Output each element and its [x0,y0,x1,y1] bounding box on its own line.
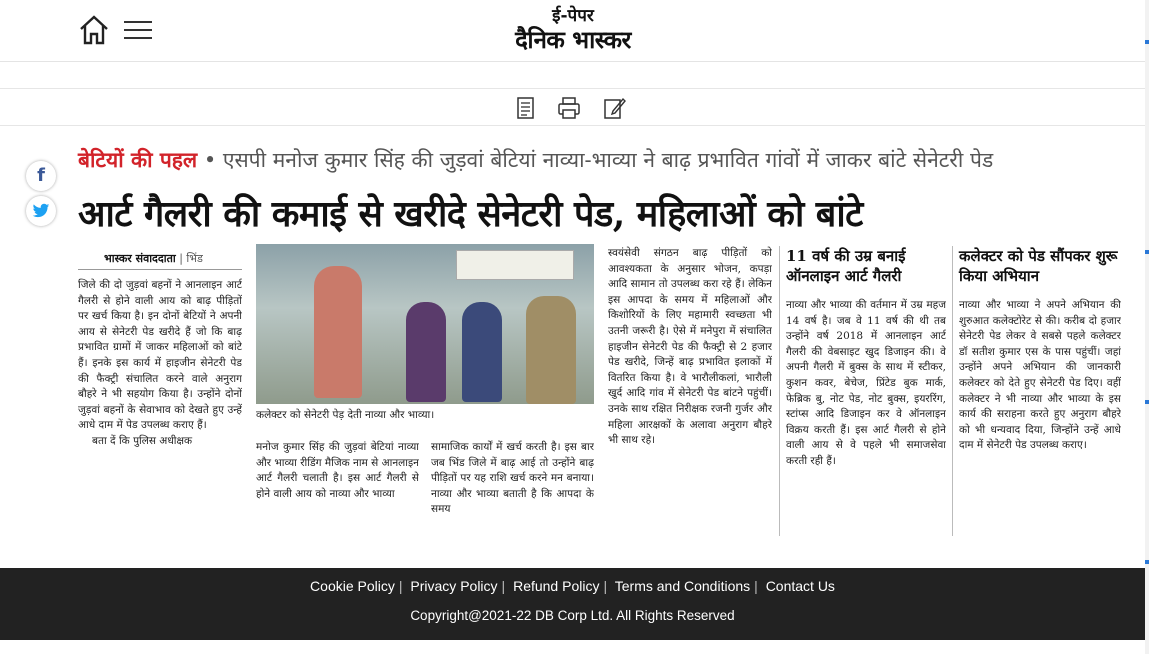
subheading-online-gallery: 11 वर्ष की उम्र बनाई ऑनलाइन आर्ट गैलरी [786,247,906,285]
news-clipping [74,138,1126,550]
photo-person [406,302,446,402]
footer-copyright: Copyright@2021-22 DB Corp Ltd. All Rights Reserved [410,608,735,623]
photo-signboard [456,250,574,280]
site-logo[interactable] [488,6,658,54]
logo-epaper-text: ई-पेपर [552,6,594,26]
twitter-share-icon[interactable] [26,196,56,226]
photo-caption: कलेक्टर को सेनेटरी पेड़ देती नाव्या और भाव्या। [256,409,435,421]
column-1-text: जिले की दो जुड़वां बहनों ने आनलाइन आर्ट गैलरी से होने वाली आय को बाढ़ पीड़ितों पर खर्च किया है। इन दोनों बेटियों ने अपनी आय से सेनेटरी पेड खरीदे हैं जो कि बाढ़ प्रभावित ग्रामों में जाकर महिलाओं को बांटे हैं। इनके इस कार्य में हाइजीन सेनेटरी पेड की फैक्ट्री संचालित करने वाले अनुराग बौहरे ने भी सहयोग किया है। उन्होंने दोनों जुड़वां बहनों के सेवाभाव को देखते हुए उन्हें आधे दाम में पेड उपलब्ध कराए हैं। [78,279,242,432]
photo-person [526,296,576,404]
byline-place: | भिंड [175,252,203,265]
print-icon[interactable] [557,96,581,120]
hamburger-menu-icon[interactable] [124,21,152,41]
article-column-1 [78,278,242,530]
column-divider [779,246,780,536]
footer-links [0,578,1145,594]
footer-link-privacy-policy[interactable]: Privacy Policy [410,578,498,594]
footer-link-refund-policy[interactable]: Refund Policy [513,578,600,594]
kicker-label: बेटियों की पहल [78,147,198,172]
column-1-tail: बता दें कि पुलिस अधीक्षक [92,434,193,447]
subheading-collector-campaign: कलेक्टर को पेड सौंपकर शुरू किया अभियान [959,247,1118,285]
footer-link-contact-us[interactable]: Contact Us [765,578,835,594]
article-byline [104,251,203,266]
photo-person [462,302,502,402]
footer-separator: | [754,578,758,594]
site-footer [0,568,1145,640]
footer-link-terms[interactable]: Terms and Conditions [614,578,751,594]
column-divider [952,246,953,536]
article-kicker [78,146,1128,174]
site-header [0,0,1145,62]
footer-separator: | [398,578,403,594]
photo-person [314,266,362,398]
byline-author: भास्कर संवाददाता [104,252,176,265]
facebook-share-icon[interactable]: f [26,161,56,191]
article-photo [256,244,594,404]
article-column-4: स्वयंसेवी संगठन बाढ़ पीड़ितों को आवश्यकता के अनुसार भोजन, कपड़ा आदि सामान तो उपलब्ध करा रहे हैं। लेकिन इस आपदा के समय में महिलाओं और किशोरियों के लिए महामारी स्वच्छता भी उतनी जरूरी है। ऐसे में मनेपुरा में संचालित हाइजीन सेनेटरी पेड की फैक्ट्री से 2 हजार पेड खरीदे, जिन्हें बाढ़ प्रभावित इलाकों में वितरित किया है। वे भारौलीकलां, भारौली खुर्द आदि गांव में सेनेटरी पेड बांटने पहुंचीं। उनके साथ रक्षित निरीक्षक रजनी गुर्जर और महिला आरक्षकों के अलावा अनुराग बौहरे भी साथ रहे। [608,247,772,447]
article-headline: आर्ट गैलरी की कमाई से खरीदे सेनेटरी पेड, महिलाओं को बांटे [78,193,863,235]
edit-icon[interactable] [603,96,627,120]
article-column-2: मनोज कुमार सिंह की जुड़वां बेटियां नाव्या और भाव्या रीडिंग मैजिक नाम से आनलाइन आर्ट गैलरी चलाती है। इस आर्ट गैलरी से होने वाली आय को नाव्या और भाव्या [256,441,419,500]
article-toolbar [0,88,1145,126]
footer-separator: | [501,578,506,594]
article-column-6: नाव्या और भाव्या ने अपने अभियान की शुरुआत कलेक्टोरेट से की। करीब दो हजार सेनेटरी पेड लेकर वे सबसे पहले कलेक्टर डॉ सतीश कुमार एस के पास पहुंचीं। जहां उन्होंने अपने अभियान की जानकारी कलेक्टर को देते हुए सेनेटरी पेड दिए। वहीं कलेक्टर ने भी नाव्या और भाव्या के इस कार्य की सराहना करते हुए अनुराग बौहरे को भी धन्यवाद दिया, जिन्होंने उन्हें आधे दाम में सेनेटरी पेड उपलब्ध कराए। [959,299,1121,452]
kicker-deck: • एसपी मनोज कुमार सिंह की जुड़वां बेटियां नाव्या-भाव्या ने बाढ़ प्रभावित गांवों में जाकर बांटे सेनेटरी पेड [197,148,994,172]
article-column-5: नाव्या और भाव्या की वर्तमान में उम्र महज 14 वर्ष है। जब वे 11 वर्ष की थी तब उन्होंने वर्ष 2018 में आनलाइन आर्ट गैलरी की वेबसाइट खुद डिजाइन की। वे अपनी गैलरी में बुक्स के साथ में स्टीकर, कुशन कवर, बेचेज, प्रिंटेड बुक मार्क, फेब्रिक बु, नोट पेड, नोट बुक्स, इयररिंग, स्टांप्स आदि डिजाइन कर वे ऑनलाइन विक्रय करती हैं। इस आर्ट गैलरी से होने वाली आय से वे पहले भी समाजसेवा करती रही हैं। [786,299,946,467]
scrollbar[interactable] [1145,0,1149,654]
byline-rule [78,269,242,270]
logo-brand-text: दैनिक भास्कर [515,26,631,54]
document-icon[interactable] [514,96,538,120]
footer-separator: | [603,578,608,594]
article-column-3: सामाजिक कार्यों में खर्च करती है। इस बार जब भिंड जिले में बाढ़ आई तो उन्होंने बाढ़ पीड़ितों पर यह राशि खर्च करने मन बनाया। नाव्या और भाव्या बताती है कि आपदा के समय [431,441,594,516]
twitter-bird-icon [32,203,50,219]
footer-link-cookie-policy[interactable]: Cookie Policy [310,578,395,594]
home-icon[interactable] [78,14,110,46]
